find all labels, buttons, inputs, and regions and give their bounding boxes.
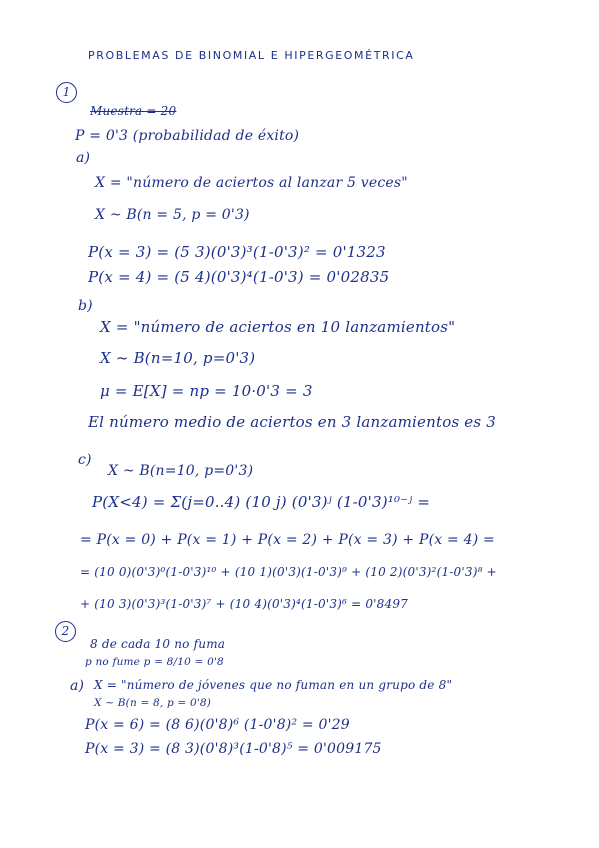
part-c-terms-2: + (10 3)(0'3)³(1-0'3)⁷ + (10 4)(0'3)⁴(1-0'3)⁶ = 0'8497 [80, 597, 409, 611]
problem-number-2: 2 [55, 621, 76, 642]
section2-part-a-p3: P(x = 3) = (8 3)(0'8)³(1-0'8)⁵ = 0'009175 [85, 741, 382, 757]
part-b-mean: μ = E[X] = np = 10·0'3 = 3 [100, 382, 313, 400]
problem-number-1: 1 [56, 82, 77, 103]
part-a-label: a) [76, 150, 91, 166]
section2-line1: 8 de cada 10 no fuma [90, 637, 226, 651]
section2-part-a-definition: X = "número de jóvenes que no fuman en un grupo de 8" [94, 678, 453, 692]
probability-line: P = 0'3 (probabilidad de éxito) [75, 128, 300, 144]
struck-sample-line: Muestra = 20 [90, 104, 177, 118]
part-c-terms-1: = (10 0)(0'3)⁰(1-0'3)¹⁰ + (10 1)(0'3)(1-0'3)⁹ + (10 2)(0'3)²(1-0'3)⁸ + [80, 565, 497, 579]
part-c-distribution: X ~ B(n=10, p=0'3) [108, 463, 254, 479]
part-a-distribution: X ~ B(n = 5, p = 0'3) [95, 207, 250, 223]
part-b-distribution: X ~ B(n=10, p=0'3) [100, 349, 256, 367]
part-a-p4: P(x = 4) = (5 4)(0'3)⁴(1-0'3) = 0'02835 [88, 268, 390, 286]
section2-line2: p no fume p = 8/10 = 0'8 [85, 656, 224, 668]
part-c-sum: P(X<4) = Σ(j=0..4) (10 j) (0'3)ʲ (1-0'3)¹⁰⁻ʲ = [92, 493, 431, 511]
part-b-definition: X = "número de aciertos en 10 lanzamientos" [100, 318, 456, 336]
section2-part-a-p6: P(x = 6) = (8 6)(0'8)⁶ (1-0'8)² = 0'29 [85, 717, 350, 733]
part-c-expansion: = P(x = 0) + P(x = 1) + P(x = 2) + P(x = 3) + P(x = 4) = [80, 532, 495, 548]
part-b-conclusion: El número medio de aciertos en 3 lanzamientos es 3 [88, 413, 496, 431]
page-title: PROBLEMAS DE BINOMIAL E HIPERGEOMÉTRICA [88, 49, 415, 62]
part-b-label: b) [78, 298, 93, 314]
part-c-label: c) [78, 452, 92, 468]
section2-part-a-distribution: X ~ B(n = 8, p = 0'8) [94, 697, 212, 709]
part-a-definition: X = "número de aciertos al lanzar 5 veces" [95, 175, 408, 191]
part-a-p3: P(x = 3) = (5 3)(0'3)³(1-0'3)² = 0'1323 [88, 243, 386, 261]
section2-part-a-label: a) [70, 678, 85, 694]
